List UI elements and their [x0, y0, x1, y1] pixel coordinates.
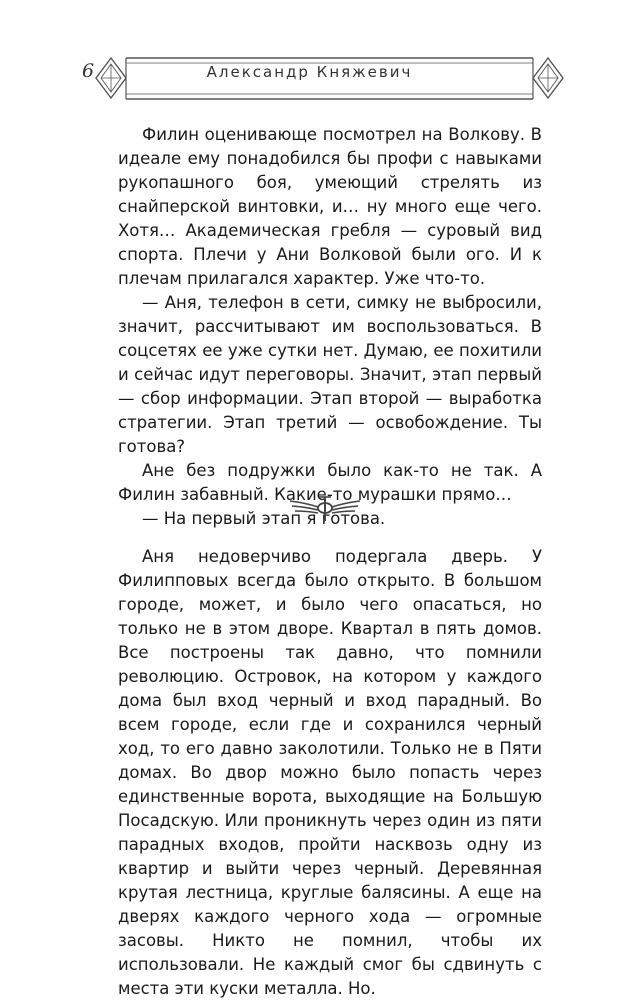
paragraph: — Аня, телефон в сети, симку не выбросили, значит, рассчитывают им воспользоваться. В соцсетях ее уже сутки нет. Думаю, ее похитили и сейчас идут переговоры. Значит, этап первый — сбор информации. Этап второй — выработка стратегии. Этап третий — освобождение. Ты готова?: [118, 293, 542, 456]
text-section-2: [118, 545, 542, 1001]
winged-f-ornament-icon: [288, 493, 362, 523]
paragraph: — На первый этап я готова.: [142, 509, 386, 528]
page-header: [0, 0, 619, 110]
text-section-1: [118, 123, 542, 531]
running-title: Александр Княжевич: [206, 63, 413, 81]
paragraph: Филин оценивающе посмотрел на Волкову. В идеале ему понадобился бы профи с навыками рукопашного боя, умеющий стрелять из снайперской винтовки, и… ну много еще чего. Хотя… Академическая гребля — суровый вид спорта. Плечи у Ани Волковой были ого. И к плечам прилагался характер. Уже что-то.: [118, 125, 542, 288]
header-frame: [0, 0, 619, 110]
paragraph: Ане без подружки было как-то не так. А Филин забавный. Какие-то мурашки прямо…: [118, 461, 542, 504]
paragraph: Аня недоверчиво подергала дверь. У Филипповых всегда было открыто. В большом городе, может, и было чего опасаться, но только не в этом дворе. Квартал в пять домов. Все построены так давно, что помнили революцию. Островок, на котором у каждого дома был вход черный и вход парадный. Во всем городе, если где и сохранился черный ход, то его давно заколотили. Только не в Пяти домах. Во двор можно было попасть через единственные ворота, выходящие на Большую Посадскую. Или проникнуть через один из пяти парадных входов, пройти насквозь одну из квартир и выйти через черный. Деревянная крутая лестница, круглые балясины. А еще на дверях каждого черного хода — огромные засовы. Никто не помнил, чтобы их использовали. Не каждый смог бы сдвинуть с места эти куски металла. Но.: [118, 547, 542, 998]
page-number: 6: [82, 60, 95, 82]
